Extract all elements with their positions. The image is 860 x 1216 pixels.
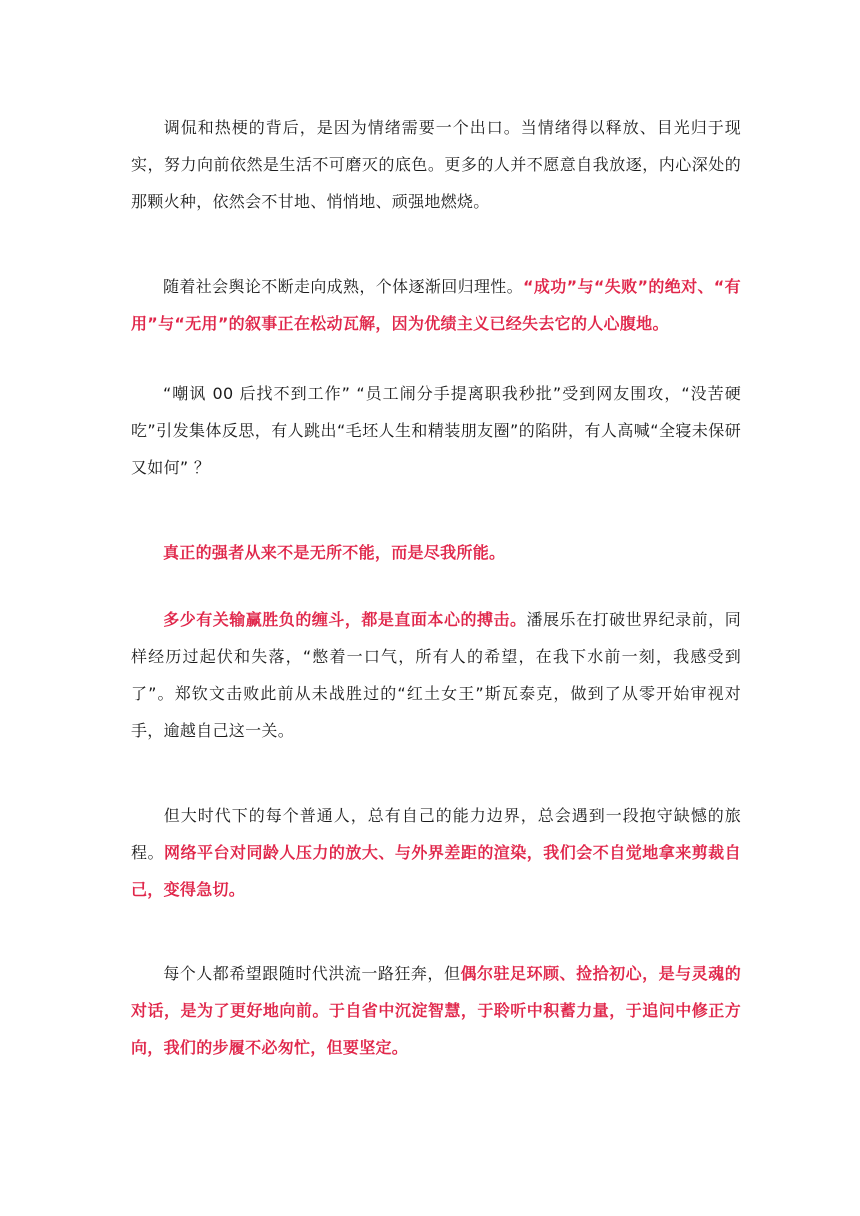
paragraph-emotional-outlet [131,109,741,220]
paragraph-true-strength [131,534,741,571]
highlighted-text: 偶尔驻足环顾、捡拾初心，是与灵魂的对话，是为了更好地向前。于自省中沉淀智慧，于聆听中积蓄力量，于追问中修正方向，我们的步履不必匆忙，但要坚定。 [131,964,741,1057]
paragraph-ordinary-people [131,797,741,908]
paragraph-online-examples [131,375,741,486]
paragraph-text: 每个人都希望跟随时代洪流一路狂奔，但 [163,964,461,983]
paragraph-text: 但大时代下的每个普通人，总有自己的能力边界，总会遇到一段抱守缺憾的旅程。 [131,806,741,862]
highlighted-text: “成功”与“失败”的绝对、“有用”与“无用”的叙事正在松动瓦解，因为优绩主义已经失去它的人心腹地。 [131,277,741,333]
paragraph-text: 随着社会舆论不断走向成熟，个体逐渐回归理性。 [163,277,524,296]
paragraph-conclusion [131,955,741,1066]
paragraph-text: “嘲讽 00 后找不到工作” “员工闹分手提离职我秒批”受到网友围攻，“没苦硬吃”引发集体反思，有人跳出“毛坯人生和精装朋友圈”的陷阱，有人高喊“全寝未保研又如何” ？ [131,384,741,477]
highlighted-text: 多少有关输赢胜负的缠斗，都是直面本心的搏击。 [163,610,527,629]
highlighted-text: 网络平台对同龄人压力的放大、与外界差距的渲染，我们会不自觉地拿来剪裁自己，变得急切。 [131,843,741,899]
paragraph-text: 调侃和热梗的背后，是因为情绪需要一个出口。当情绪得以释放、目光归于现实，努力向前依然是生活不可磨灭的底色。更多的人并不愿意自我放逐，内心深处的那颗火种，依然会不甘地、悄悄地、顽强地燃烧。 [131,118,741,211]
paragraph-athletes [131,601,741,749]
paragraph-text: 潘展乐在打破世界纪录前，同样经历过起伏和失落，“憋着一口气，所有人的希望，在我下水前一刻，我感受到了”。郑钦文击败此前从未战胜过的“红土女王”斯瓦泰克，做到了从零开始审视对手，逾越自己这一关。 [131,610,741,740]
paragraph-public-opinion [131,268,741,342]
highlighted-text: 真正的强者从来不是无所不能，而是尽我所能。 [163,543,506,562]
